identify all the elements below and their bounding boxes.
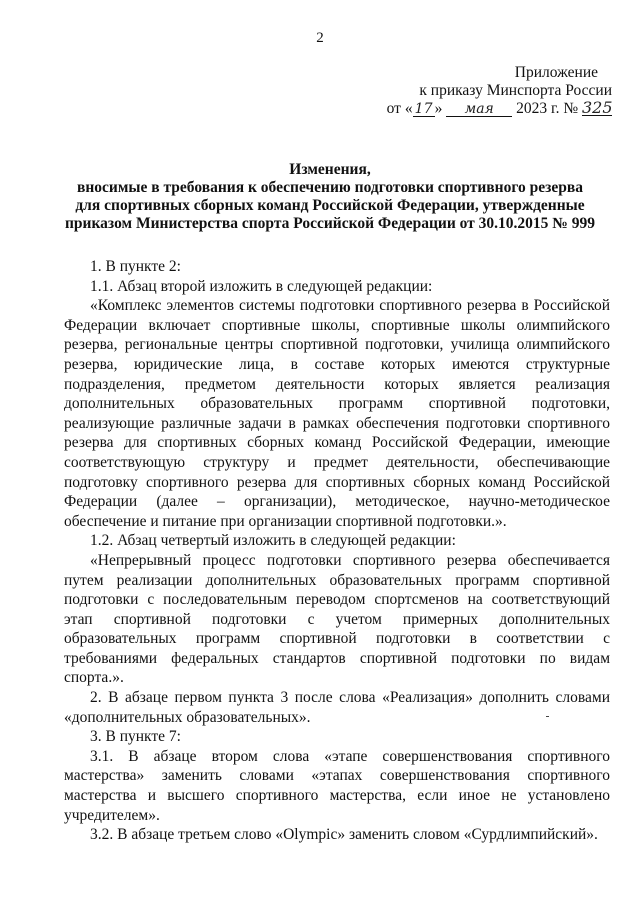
date-quote-close: » [434,100,443,117]
paragraph-item-3-2: 3.2. В абзаце третьем слово «Olympic» заменить словом «Сурдлимпийский». [90,826,598,844]
handwritten-order-number: 325 [582,98,613,117]
paragraph-item-1-2: 1.2. Абзац четвертый изложить в следующей редакции: [90,532,456,550]
title-line-2: вносимые в требования к обеспечению подготовки спортивного резерва [76,179,583,196]
handwritten-day: 17 [413,102,435,117]
paragraph-item-3-1: 3.1. В абзаце втором слова «этапе совершенствования спортивного мастерства» заменить словами «этапах совершенствования спортивного мастерства и высшего спортивного мастерства, если иное не установлено учредителем». [64,747,610,824]
paragraph-item-3: 3. В пункте 7: [90,728,181,746]
title-line-1: Изменения, [289,161,371,178]
appendix-order-date [387,100,612,118]
paragraph-quote-2: «Непрерывный процесс подготовки спортивного резерва обеспечивается путем реализации дополнительных образовательных программ спортивной подготовки с последовательным переводом спортсменов на соответствующий этап спортивной подготовки с учетом примерных дополнительных образовательных программ спортивной подготовки в соответствии с требованиями федеральных стандартов спортивной подготовки по видам спорта.». [64,551,610,687]
date-prefix: от « [386,100,413,117]
appendix-order-ref: к приказу Минспорта России [419,82,612,99]
page-number: 2 [316,30,324,46]
scan-speck [546,716,549,717]
handwritten-month: мая [446,102,512,117]
paragraph-item-1: 1. В пункте 2: [90,258,181,275]
paragraph-item-1-1: 1.1. Абзац второй изложить в следующей редакции: [90,277,433,295]
title-line-3: для спортивных сборных команд Российской Федерации, утвержденные [75,197,585,214]
date-year-part: 2023 г. № [516,100,579,117]
title-line-4: приказом Министерства спорта Российской Федерации от 30.10.2015 № 999 [65,215,595,232]
paragraph-item-2: 2. В абзаце первом пункта 3 после слова «Реализация» дополнить словами «дополнительных образовательных». [64,689,610,726]
appendix-header [387,64,612,118]
document-body [64,257,610,845]
paragraph-quote-1: «Комплекс элементов системы подготовки спортивного резерва в Российской Федерации включает спортивные школы, спортивные школы олимпийского резерва, региональные центры спортивной подготовки, училища олимпийского резерва, юридические лица, в составе которых имеются структурные подразделения, предметом деятельности которых является реализация дополнительных образовательных программ спортивной подготовки, реализующие различные задачи в рамках обеспечения подготовки спортивного резерва для спортивных сборных команд Российской Федерации, имеющие соответствующую структуру и предмет деятельности, обеспечивающие подготовку спортивного резерва для спортивных сборных команд Российской Федерации (далее – организации), методическое, научно-методическое обеспечение и питание при организации спортивной подготовки.». [64,297,610,530]
document-title [60,161,600,233]
appendix-label: Приложение [514,64,598,81]
